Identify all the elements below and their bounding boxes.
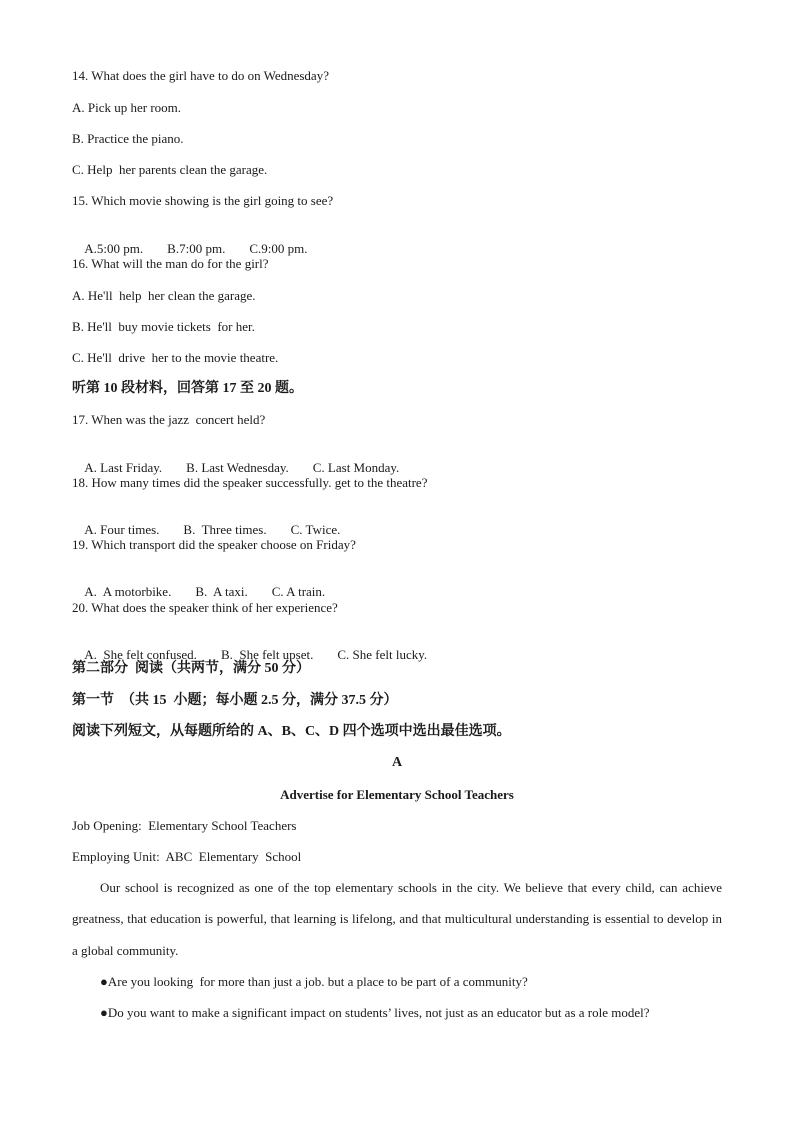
q14-option-c: C. Help her parents clean the garage. — [72, 162, 268, 177]
q17-option-b: B. Last Wednesday. — [186, 460, 289, 475]
passage-letter: A — [391, 755, 403, 770]
question-14: 14. What does the girl have to do on Wednesday? — [72, 68, 329, 83]
employing-unit: Employing Unit: ABC Elementary School — [72, 849, 302, 864]
passage-title: Advertise for Elementary School Teachers — [280, 787, 514, 802]
job-opening: Job Opening: Elementary School Teachers — [72, 818, 297, 833]
q14-option-a: A. Pick up her room. — [72, 100, 182, 115]
q20-option-b: B. She felt upset. — [220, 647, 314, 662]
question-20: 20. What does the speaker think of her experience? — [72, 600, 338, 615]
q19-option-b: B. A taxi. — [195, 584, 248, 599]
part-2-heading: 第二部分 阅读（共两节，满分 50 分） — [72, 661, 310, 676]
q20-option-a: A. She felt confused. — [84, 647, 197, 662]
section-1-heading: 第一节 （共 15 小题；每小题 2.5 分，满分 37.5 分） — [72, 693, 398, 708]
bullet-1: ●Are you looking for more than just a job. but a place to be part of a community? — [100, 974, 528, 989]
q19-option-a: A. A motorbike. — [84, 584, 172, 599]
q16-option-b: B. He'll buy movie tickets for her. — [72, 319, 255, 334]
q18-option-c: C. Twice. — [290, 522, 341, 537]
question-19: 19. Which transport did the speaker choose on Friday? — [72, 537, 356, 552]
passage-paragraph: Our school is recognized as one of the top elementary schools in the city. We believe that every child, can achieve greatness, that education is powerful, that learning is lifelong, and that multicultural understanding is essential to develop in a global community. — [72, 880, 722, 958]
bullet-2: ●Do you want to make a significant impact on students’ lives, not just as an educator but as a role model? — [100, 1005, 650, 1020]
question-16: 16. What will the man do for the girl? — [72, 256, 269, 271]
reading-instruction: 阅读下列短文，从每题所给的 A、B、C、D 四个选项中选出最佳选项。 — [72, 724, 511, 739]
q16-option-a: A. He'll help her clean the garage. — [72, 288, 256, 303]
q17-option-a: A. Last Friday. — [84, 460, 163, 475]
section-10-heading: 听第 10 段材料，回答第 17 至 20 题。 — [72, 381, 303, 396]
question-18: 18. How many times did the speaker successfully. get to the theatre? — [72, 475, 428, 490]
q19-option-c: C. A train. — [271, 584, 326, 599]
question-15: 15. Which movie showing is the girl going to see? — [72, 193, 334, 208]
q15-option-c: C.9:00 pm. — [249, 241, 308, 256]
q15-option-a: A.5:00 pm. — [84, 241, 144, 256]
question-17: 17. When was the jazz concert held? — [72, 412, 266, 427]
q18-option-a: A. Four times. — [84, 522, 160, 537]
q14-option-b: B. Practice the piano. — [72, 131, 184, 146]
q17-option-c: C. Last Monday. — [312, 460, 400, 475]
q16-option-c: C. He'll drive her to the movie theatre. — [72, 350, 279, 365]
q18-option-b: B. Three times. — [183, 522, 267, 537]
q15-option-b: B.7:00 pm. — [167, 241, 226, 256]
q20-option-c: C. She felt lucky. — [337, 647, 428, 662]
